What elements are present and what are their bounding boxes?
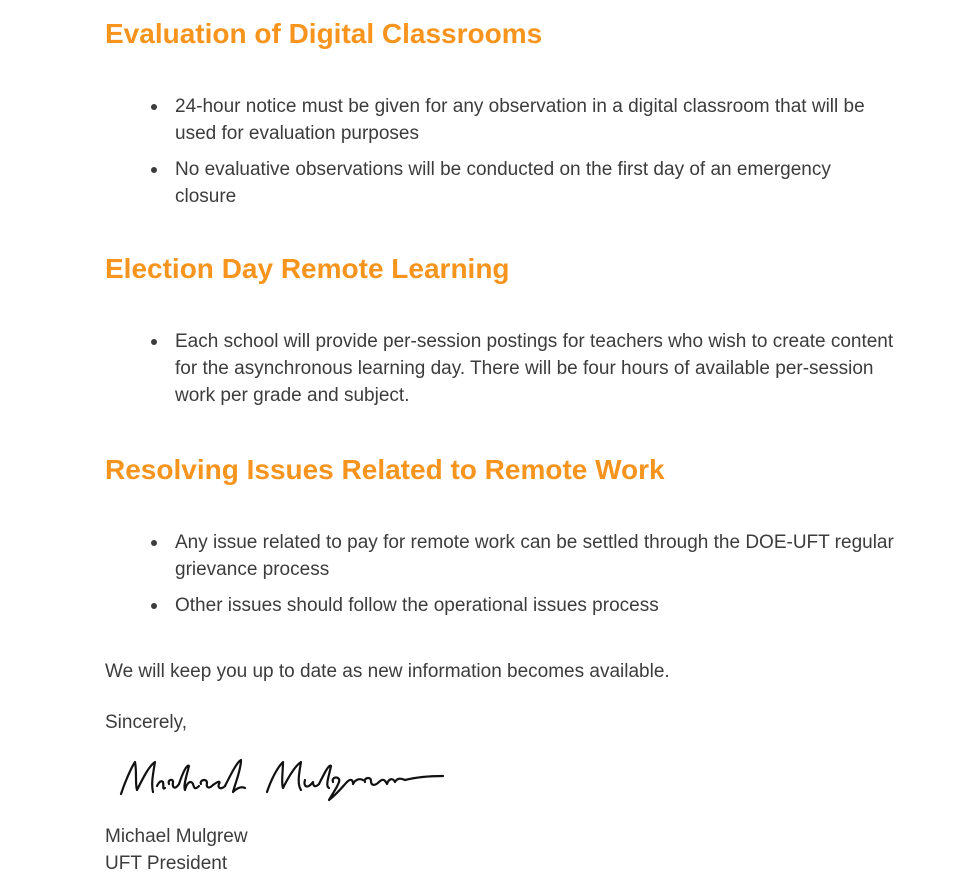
section-heading-election-day: Election Day Remote Learning — [105, 253, 510, 284]
list-item — [105, 529, 895, 583]
signer-title: UFT President — [105, 853, 228, 874]
bullet-dot-icon — [151, 603, 157, 609]
bullet-text: 24-hour notice must be given for any observation in a digital classroom that will be used for evaluation purposes — [175, 96, 865, 144]
list-item — [105, 328, 895, 409]
bullet-text: No evaluative observations will be conducted on the first day of an emergency closure — [175, 159, 831, 207]
bullet-list-remote-work — [105, 529, 895, 628]
salutation: Sincerely, — [105, 712, 188, 733]
bullet-dot-icon — [151, 339, 157, 345]
signer-name: Michael Mulgrew — [105, 826, 248, 847]
bullet-dot-icon — [151, 540, 157, 546]
bullet-text: Other issues should follow the operational issues process — [175, 595, 659, 616]
signature-image — [117, 752, 447, 802]
update-note: We will keep you up to date as new information becomes available. — [105, 661, 670, 682]
list-item — [105, 156, 895, 210]
section-heading-digital-classrooms: Evaluation of Digital Classrooms — [105, 18, 543, 49]
bullet-list-digital-classrooms — [105, 93, 895, 219]
bullet-dot-icon — [151, 167, 157, 173]
section-heading-remote-work: Resolving Issues Related to Remote Work — [105, 454, 665, 485]
list-item — [105, 592, 895, 619]
bullet-text: Each school will provide per-session postings for teachers who wish to create content for the asynchronous learning day. There will be four hours of available per-session work per grade and subject. — [175, 331, 894, 406]
bullet-dot-icon — [151, 104, 157, 110]
bullet-list-election-day — [105, 328, 895, 418]
bullet-text: Any issue related to pay for remote work can be settled through the DOE-UFT regular grievance process — [175, 532, 894, 580]
list-item — [105, 93, 895, 147]
